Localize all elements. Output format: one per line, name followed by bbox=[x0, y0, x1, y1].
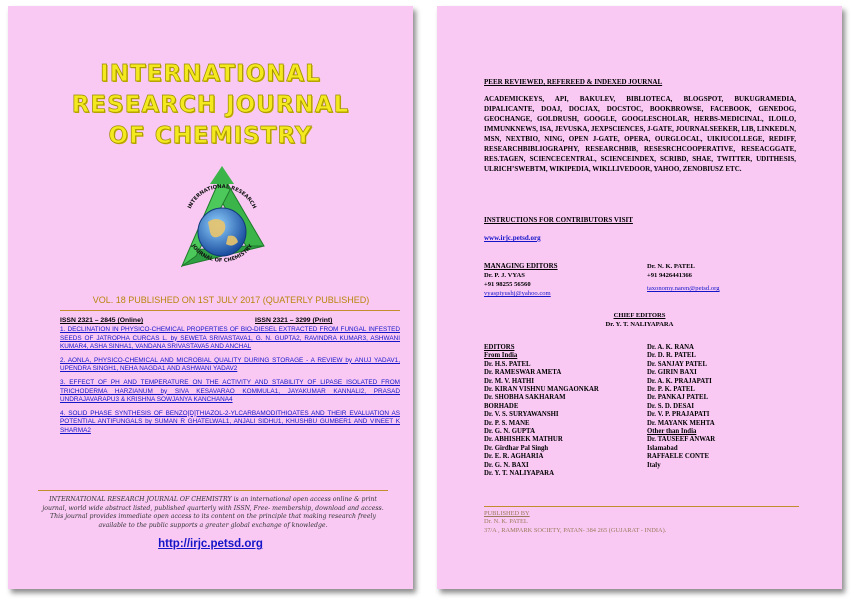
divider bbox=[484, 506, 799, 507]
editor-item: Islamabad bbox=[647, 444, 678, 452]
managing-editor-left bbox=[484, 271, 551, 299]
editor-item: Dr. Girdhar Pal Singh bbox=[484, 444, 549, 452]
editor-email-link[interactable]: taxonomy.naren@petsd.org bbox=[647, 285, 720, 293]
editor-item: Dr. A. K. PRAJAPATI bbox=[647, 377, 712, 385]
volume-info: VOL. 18 PUBLISHED ON 1ST JULY 2017 (QUATERLY PUBLISHED) bbox=[92, 295, 370, 305]
editor-item: Dr. P. S. MANE bbox=[484, 419, 530, 427]
peer-review-heading: PEER REVIEWED, REFEREED & INDEXED JOURNAL bbox=[484, 78, 663, 86]
journal-cover-page bbox=[8, 6, 413, 589]
divider bbox=[38, 490, 388, 491]
article-list bbox=[60, 326, 400, 441]
editor-item: Dr. PANKAJ PATEL bbox=[647, 394, 709, 402]
editor-item: Dr. MAYANK MEHTA bbox=[647, 419, 715, 427]
publisher-block bbox=[484, 510, 666, 535]
editor-item: Dr. P. K. PATEL bbox=[647, 386, 695, 394]
editor-item: Dr. H.S. PATEL bbox=[484, 360, 531, 368]
editor-item: Dr. A. K. RANA bbox=[647, 344, 694, 351]
publisher-name: Dr. N. K. PATEL bbox=[484, 518, 528, 526]
editor-item: Dr. GIRIN BAXI bbox=[647, 369, 697, 377]
editors-column-right bbox=[647, 344, 715, 470]
indexing-list: ACADEMICKEYS, API, BAKULEV, BIBLIOTECA, BLOGSPOT, BUKUGRAMEDIA, DIPALICANTE, DOAJ, DOCJAX, DOCSTOC, BOOKBROWSE, FACEBOOK, GENEDOG, GEOCHANGE, GOLDRUSH, GOOGLE, GOOGLESCHOLAR, HERBS-MEDICINAL, ILOILO, IMMUNKNEWS, ISA, JEVUSKA, JEXPSCIENCES, J-GATE, JOURNALSEEKER, LIB, LINKEDLN, MSN, NEXTBIO, NING, OPEN J-GATE, OPERA, OURGLOCAL, UIKIUCOLLEGE, REDIFF, RESEARCHBIBLIOGRAPHY, RESEARCHBIB, RESESRCHCOOPERATIVE, RESEACGGATE, RES.TAGEN, SCIENCECENTRAL, SCIENCEINDEX, SCRIBD, SHAE, TWITTER, UDITHESIS, ULRICH’SWEBTM, WIKIPEDIA, WIKLLIVEDOOR, YAHOO, ZENOBIUSZ ETC. bbox=[484, 95, 797, 173]
globe-recycle-arrows-logo bbox=[168, 156, 276, 296]
editor-item: RAFFAELE CONTE bbox=[647, 453, 709, 461]
chief-editors bbox=[437, 311, 842, 329]
article-link-1[interactable]: 1. DECLINATION IN PHYSICO-CHEMICAL PROPERTIES OF BIO-DIESEL EXTRACTED FROM FUNGAL INFESTED SEEDS OF JATROPHA CURCAS L. by SEWETA SRIVASTAVA1, G. N. GUPTA2, RAVINDRA KUMAR3, ASHWANI KUMAR4, ASHA SINHA1, VANDANA SRIVASTAVA5 AND ANCHAL bbox=[60, 326, 400, 351]
editor-item: Dr. SHOBHA SAKHARAM bbox=[484, 394, 566, 402]
from-india-label: From India bbox=[484, 352, 518, 360]
chief-editor-name: Dr. Y. T. NALIYAPARA bbox=[605, 321, 674, 329]
article-link-3[interactable]: 3. EFFECT OF PH AND TEMPERATURE ON THE ACTIVITY AND STABILITY OF LIPASE ISOLATED FROM TRICHODERMA HARZIANUM by SIVA KESAVARAO KOMMULA1, JAYAKUMAR KANNALI2, PRASAD UNDRAJAVARAPU3 & KRISHNA SOWJANYA KANCHANA4 bbox=[60, 378, 400, 404]
editor-item: Dr. V. S. SURYAWANSHI bbox=[484, 411, 559, 419]
managing-editor-right bbox=[647, 262, 720, 294]
editor-item: Dr. SANJAY PATEL bbox=[647, 360, 707, 368]
title-line-1: INTERNATIONAL bbox=[100, 61, 321, 87]
editor-item: Dr. KIRAN VISHNU MANGAONKAR bbox=[484, 386, 599, 394]
instructions-heading: INSTRUCTIONS FOR CONTRIBUTORS VISIT bbox=[484, 216, 633, 224]
editor-email-link[interactable]: vyaspiyushj@yahoo.com bbox=[484, 290, 551, 298]
article-link-4[interactable]: 4. SOLID PHASE SYNTHESIS OF BENZO[D]THIAZOL-2-YLCARBAMODITHIOATES AND THEIR EVALUATION AS POTENTIAL ANTIFUNGALS by SUMAN R GHATELWAL1, ANJALI SIDHU1, KHUSHBU GUMBER1 AND VINEET K SHARMA2 bbox=[60, 409, 400, 434]
journal-website-link[interactable]: http://irjc.petsd.org bbox=[158, 538, 263, 550]
title-line-2: RESEARCH JOURNAL bbox=[71, 92, 350, 118]
editor-item: Dr. G. N. BAXI bbox=[484, 461, 529, 469]
title-line-3: OF CHEMISTRY bbox=[108, 123, 313, 149]
editor-item: Dr. S. D. DESAI bbox=[647, 402, 694, 410]
journal-info-page bbox=[437, 6, 842, 589]
editor-item: BORHADE bbox=[484, 402, 519, 410]
editors-heading: EDITORS bbox=[484, 344, 515, 351]
published-by-label: PUBLISHED BY bbox=[484, 510, 530, 517]
editor-phone: +91 98255 56560 bbox=[484, 281, 531, 289]
editor-item: Dr. ABHISHEK MATHUR bbox=[484, 436, 563, 444]
editor-item: Italy bbox=[647, 461, 661, 469]
editor-item: Dr. TAUSEEF ANWAR bbox=[647, 436, 716, 444]
divider bbox=[60, 310, 400, 311]
issn-print: ISSN 2321 – 3299 (Print) bbox=[255, 317, 333, 324]
editor-item: Dr. V. P. PRAJAPATI bbox=[647, 411, 710, 419]
logo-text-top: INTERNATIONAL RESEARCH bbox=[186, 183, 258, 210]
editor-name: Dr. N. K. PATEL bbox=[647, 263, 695, 270]
editor-item: Dr. G. N. GUPTA bbox=[484, 428, 535, 436]
editor-item: Dr. E. R. AGHARIA bbox=[484, 453, 544, 461]
publisher-address: 37/A , RAMPARK SOCIETY, PATAN- 384 265 (GUJARAT - INDIA). bbox=[484, 526, 667, 534]
editor-phone: +91 9426441366 bbox=[647, 272, 692, 280]
article-link-2[interactable]: 2. AONLA, PHYSICO-CHEMICAL AND MICROBIAL QUALITY DURING STORAGE - A REVIEW by ANUJ YADAV1, UPENDRA SINGH1, NEHA NAGDA1 AND ASHWANI YADAV2 bbox=[60, 356, 400, 373]
editors-column-left bbox=[484, 344, 599, 479]
contributors-website-link[interactable]: www.irjc.petsd.org bbox=[484, 234, 541, 242]
logo-text-bottom: JOURNAL OF CHEMISTRY bbox=[190, 243, 254, 264]
other-than-india-label: Other than India bbox=[647, 428, 697, 436]
editor-item: Dr. D. R. PATEL bbox=[647, 352, 696, 360]
journal-description: INTERNATIONAL RESEARCH JOURNAL OF CHEMISTRY is an international open access online & print journal, world wide abstract listed, published quarterly with ISSN, Free- membership, download and access. This journal provides immediate open access to its content on the principle that making research freely available to the public supports a greater global exchange of knowledge. bbox=[42, 496, 384, 529]
editor-item: Dr. RAMESWAR AMETA bbox=[484, 369, 562, 377]
editor-item: Dr. M. V. HATHI bbox=[484, 377, 534, 385]
chief-editors-heading: CHIEF EDITORS bbox=[613, 312, 666, 319]
issn-online: ISSN 2321 – 2845 (Online) bbox=[60, 317, 144, 324]
editor-name: Dr. P. J. VYAS bbox=[484, 272, 525, 279]
managing-editors-heading: MANAGING EDITORS bbox=[484, 262, 558, 270]
editor-item: Dr. Y. T. NALIYAPARA bbox=[484, 470, 554, 478]
